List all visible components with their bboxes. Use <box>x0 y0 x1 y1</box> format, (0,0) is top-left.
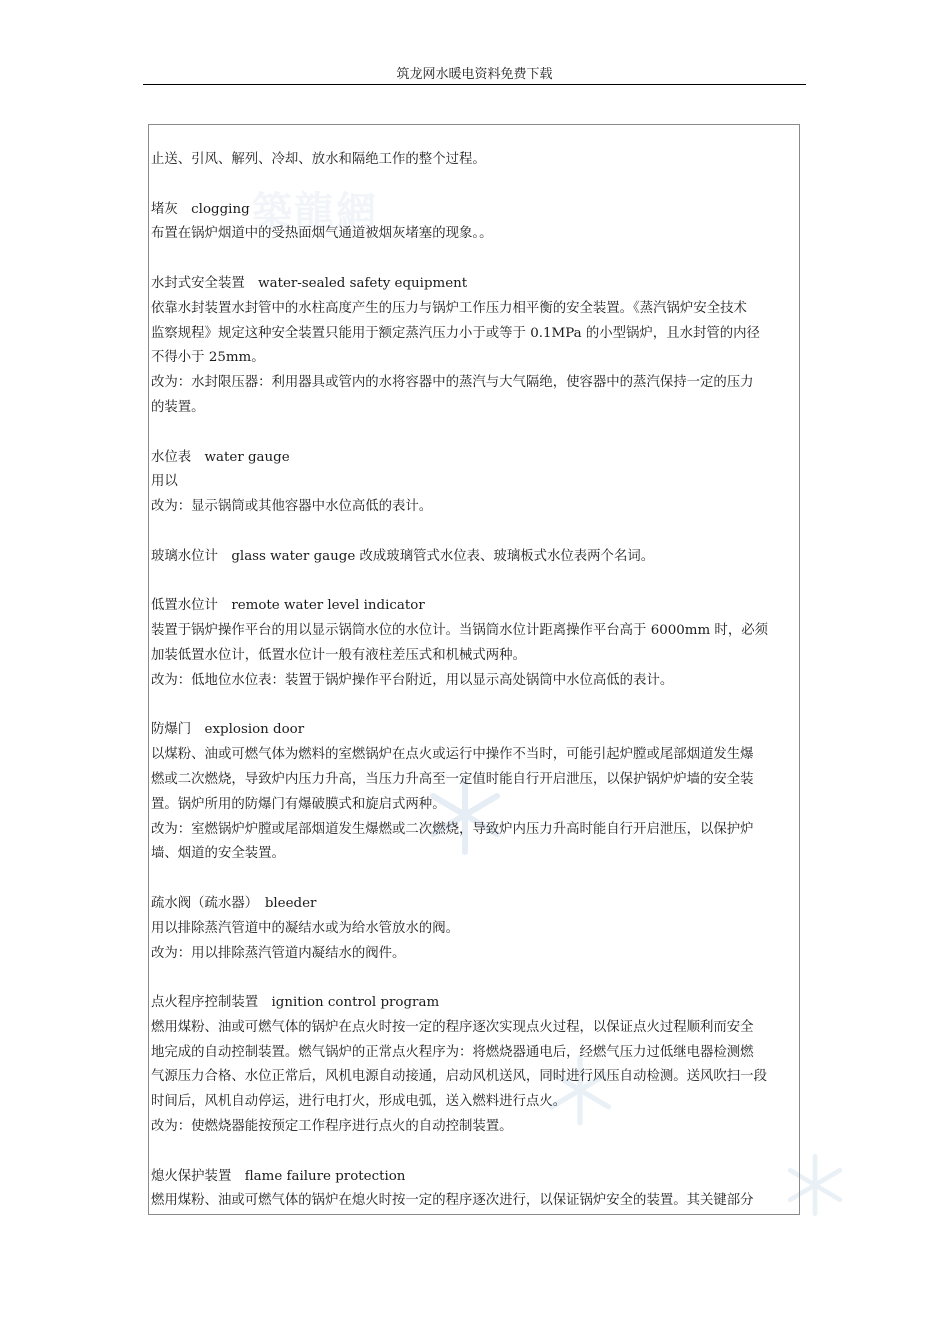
text-line: 堵灰 clogging <box>151 201 250 217</box>
text-line: 用以 <box>151 474 178 490</box>
text-line: 时间后，风机自动停运，进行电打火，形成电弧，送入燃料进行点火。 <box>151 1094 567 1110</box>
blank-line <box>151 1140 791 1165</box>
blank-line <box>151 247 791 272</box>
text-line: 水位表 water gauge <box>151 449 290 465</box>
text-line: 点火程序控制装置 ignition control program <box>151 995 440 1011</box>
text-line: 监察规程》规定这种安全装置只能用于额定蒸汽压力小于或等于 0.1MPa 的小型锅炉，且水封管的内径 <box>151 325 760 341</box>
text-line: 改为：低地位水位表：装置于锅炉操作平台附近，用以显示高处锅筒中水位高低的表计。 <box>151 672 674 688</box>
text-line: 燃或二次燃烧，导致炉内压力升高，当压力升高至一定值时能自行开启泄压，以保护锅炉炉墙的安全装 <box>151 771 754 787</box>
blank-line <box>151 966 791 991</box>
text-line: 改为：水封限压器：利用器具或管内的水将容器中的蒸汽与大气隔绝，使容器中的蒸汽保持一定的压力 <box>151 375 754 391</box>
blank-line <box>151 570 791 595</box>
text-line: 燃用煤粉、油或可燃气体的锅炉在熄火时按一定的程序逐次进行，以保证锅炉安全的装置。其关键部分 <box>151 1193 754 1209</box>
text-line: 以煤粉、油或可燃气体为燃料的室燃锅炉在点火或运行中操作不当时，可能引起炉膛或尾部烟道发生爆 <box>151 747 754 763</box>
text-line: 气源压力合格、水位正常后，风机电源自动接通，启动风机送风，同时进行风压自动检测。送风吹扫一段 <box>151 1069 767 1085</box>
text-line: 置。锅炉所用的防爆门有爆破膜式和旋启式两种。 <box>151 796 446 812</box>
blank-line <box>151 867 791 892</box>
text-line: 布置在锅炉烟道中的受热面烟气通道被烟灰堵塞的现象。。 <box>151 226 493 242</box>
text-line: 防爆门 explosion door <box>151 722 305 738</box>
text-line: 改为：用以排除蒸汽管道内凝结水的阀件。 <box>151 945 406 961</box>
blank-line <box>151 694 791 719</box>
text-line: 改为：室燃锅炉炉膛或尾部烟道发生爆燃或二次燃烧，导致炉内压力升高时能自行开启泄压，以保护炉 <box>151 821 754 837</box>
text-line: 燃用煤粉、油或可燃气体的锅炉在点火时按一定的程序逐次实现点火过程，以保证点火过程顺利而安全 <box>151 1019 754 1035</box>
document-body <box>151 148 791 1214</box>
text-line: 熄火保护装置 flame failure protection <box>151 1168 406 1184</box>
blank-line <box>151 173 791 198</box>
text-line: 不得小于 25mm。 <box>151 350 265 366</box>
text-line: 玻璃水位计 glass water gauge 改成玻璃管式水位表、玻璃板式水位表两个名词。 <box>151 548 655 564</box>
text-line: 疏水阀（疏水器） bleeder <box>151 895 317 911</box>
blank-line <box>151 421 791 446</box>
text-line: 改为：显示锅筒或其他容器中水位高低的表计。 <box>151 499 433 515</box>
watermark-text: 築龍網 <box>252 189 378 235</box>
content-frame <box>148 124 800 1215</box>
text-line: 依靠水封装置水封管中的水柱高度产生的压力与锅炉工作压力相平衡的安全装置。《蒸汽锅炉安全技术 <box>151 300 747 316</box>
text-line: 低置水位计 remote water level indicator <box>151 598 425 614</box>
text-line: 的装置。 <box>151 399 205 415</box>
header-rule <box>143 84 806 85</box>
text-line: 水封式安全装置 water-sealed safety equipment <box>151 275 468 291</box>
text-line: 装置于锅炉操作平台的用以显示锅筒水位的水位计。当锅筒水位计距离操作平台高于 6000mm 时，必须 <box>151 623 768 639</box>
text-line: 加装低置水位计，低置水位计一般有液柱差压式和机械式两种。 <box>151 647 526 663</box>
blank-line <box>151 520 791 545</box>
page-header-title: 筑龙网水暖电资料免费下载 <box>396 67 553 82</box>
text-line: 墙、烟道的安全装置。 <box>151 846 285 862</box>
text-line: 改为：使燃烧器能按预定工作程序进行点火的自动控制装置。 <box>151 1119 513 1135</box>
text-line: 用以排除蒸汽管道中的凝结水或为给水管放水的阀。 <box>151 920 459 936</box>
text-line: 止送、引风、解列、冷却、放水和隔绝工作的整个过程。 <box>151 152 486 167</box>
text-line: 地完成的自动控制装置。燃气锅炉的正常点火程序为：将燃烧器通电后，经燃气压力过低继电器检测燃 <box>151 1044 754 1060</box>
